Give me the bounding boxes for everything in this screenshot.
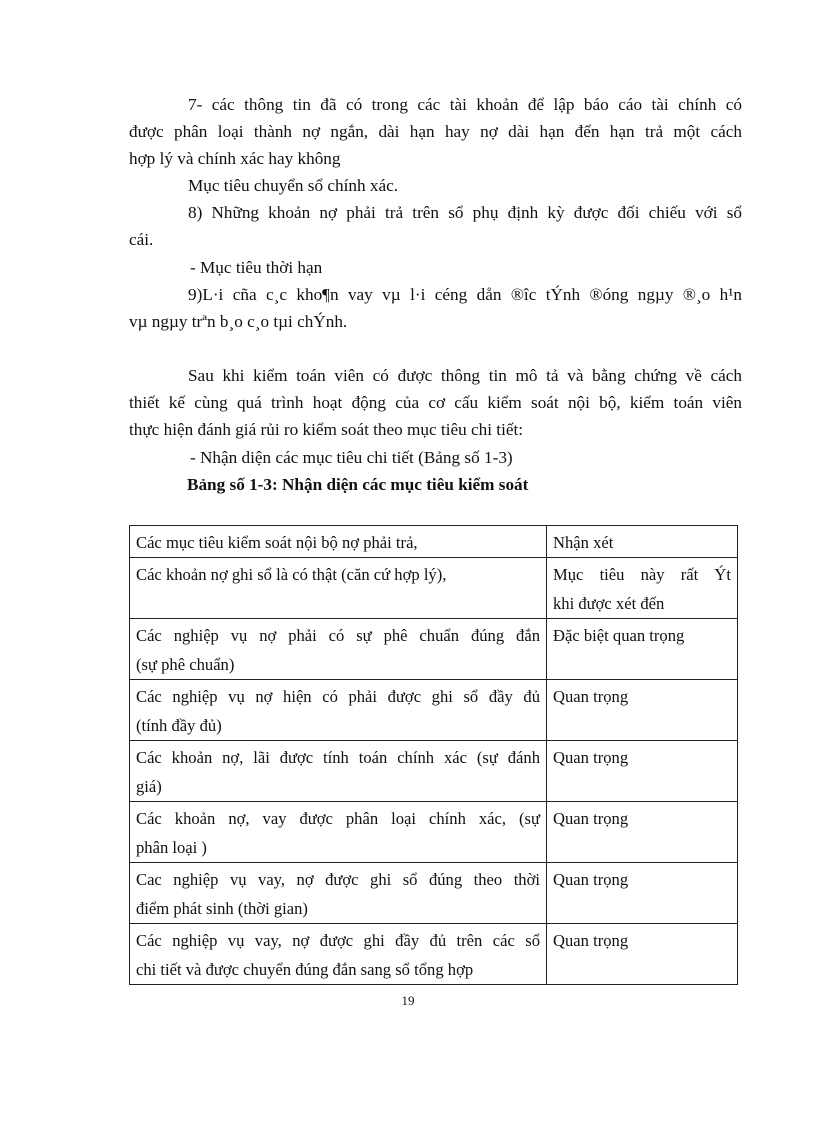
objective-cell <box>130 558 547 619</box>
comment-text: Quan trọng <box>553 748 629 767</box>
comment-text: Đặc biệt quan trọng <box>553 626 685 645</box>
objective-text: chi tiết và được chuyển đúng đắn sang sổ tổng hợp <box>136 960 474 979</box>
table-row <box>130 802 738 863</box>
objective-text: giá) <box>136 777 162 796</box>
paragraph-7-line-3: hợp lý và chính xác hay không <box>129 149 341 168</box>
intro-paragraph-line-3: thực hiện đánh giá rủi ro kiểm soát theo mục tiêu chi tiết: <box>129 420 524 439</box>
objective-text: Các nghiệp vụ nợ phải có sự phê chuẩn đúng đắn <box>136 626 540 645</box>
comment-text: khi được xét đến <box>553 594 665 613</box>
paragraph-7-line-2: được phân loại thành nợ ngắn, dài hạn hay nợ dài hạn đến hạn trả một cách <box>129 122 742 141</box>
control-objectives-table <box>129 525 738 985</box>
paragraph-8-line-2: cái. <box>129 230 154 249</box>
objective-text: Cac nghiệp vụ vay, nợ được ghi sổ đúng theo thời <box>136 870 540 889</box>
comment-text: Nhận xét <box>553 533 614 552</box>
table-row <box>130 741 738 802</box>
table-caption: Bảng số 1-3: Nhận diện các mục tiêu kiểm soát <box>187 475 529 494</box>
objective-text: Các mục tiêu kiểm soát nội bộ nợ phải trả, <box>136 533 418 552</box>
comment-cell <box>547 680 738 741</box>
objective-text: Các nghiệp vụ vay, nợ được ghi đầy đủ trên các sổ <box>136 931 540 950</box>
table-row <box>130 680 738 741</box>
comment-cell <box>547 619 738 680</box>
comment-cell <box>547 924 738 985</box>
objective-cell <box>130 863 547 924</box>
objective-cell <box>130 802 547 863</box>
objective-cell <box>130 680 547 741</box>
intro-paragraph-line-1: Sau khi kiểm toán viên có được thông tin mô tả và bằng chứng về cách <box>188 366 742 385</box>
objective-text: Các khoản nợ, lãi được tính toán chính xác (sự đánh <box>136 748 540 767</box>
objective-text: Các khoản nợ ghi sổ là có thật (căn cứ hợp lý), <box>136 565 447 584</box>
objective-text: phân loại ) <box>136 838 207 857</box>
objective-cell <box>130 924 547 985</box>
comment-text: Quan trọng <box>553 870 629 889</box>
header-cell-objective <box>130 526 547 558</box>
table-row <box>130 924 738 985</box>
objective-text: (tính đầy đủ) <box>136 716 222 735</box>
header-cell-comment <box>547 526 738 558</box>
objective-text: Các khoản nợ, vay được phân loại chính xác, (sự <box>136 809 540 828</box>
paragraph-9-line-1: 9)L·i cña c¸c kho¶n vay vµ l·i céng dån ®îc tÝnh ®óng ngµy ®¸o h¹n <box>188 285 742 304</box>
page-number: 19 <box>401 993 415 1008</box>
comment-cell <box>547 558 738 619</box>
table-header-row <box>130 526 738 558</box>
objective-cell <box>130 619 547 680</box>
comment-text: Quan trọng <box>553 687 629 706</box>
table-row <box>130 863 738 924</box>
objective-text: điểm phát sinh (thời gian) <box>136 899 308 918</box>
table-reference: - Nhận diện các mục tiêu chi tiết (Bảng số 1-3) <box>190 448 513 467</box>
comment-text: Quan trọng <box>553 931 629 950</box>
objective-text: (sự phê chuẩn) <box>136 655 235 674</box>
objective-text: Các nghiệp vụ nợ hiện có phải được ghi sổ đầy đủ <box>136 687 540 706</box>
paragraph-7-line-1: 7- các thông tin đã có trong các tài khoản để lập báo cáo tài chính có <box>188 95 742 114</box>
paragraph-9-line-2: vµ ngµy trªn b¸o c¸o tµi chÝnh. <box>129 312 348 331</box>
comment-cell <box>547 741 738 802</box>
comment-cell <box>547 863 738 924</box>
table-row <box>130 558 738 619</box>
comment-text: Quan trọng <box>553 809 629 828</box>
objective-accuracy: Mục tiêu chuyển sổ chính xác. <box>188 176 399 195</box>
objective-timing: - Mục tiêu thời hạn <box>190 258 323 277</box>
objective-cell <box>130 741 547 802</box>
comment-text: Mục tiêu này rất Ýt <box>553 565 731 584</box>
paragraph-8-line-1: 8) Những khoản nợ phải trả trên sổ phụ định kỳ được đối chiếu với sổ <box>188 203 742 222</box>
comment-cell <box>547 802 738 863</box>
intro-paragraph-line-2: thiết kế cùng quá trình hoạt động của cơ cấu kiểm soát nội bộ, kiểm toán viên <box>129 393 742 412</box>
table-row <box>130 619 738 680</box>
